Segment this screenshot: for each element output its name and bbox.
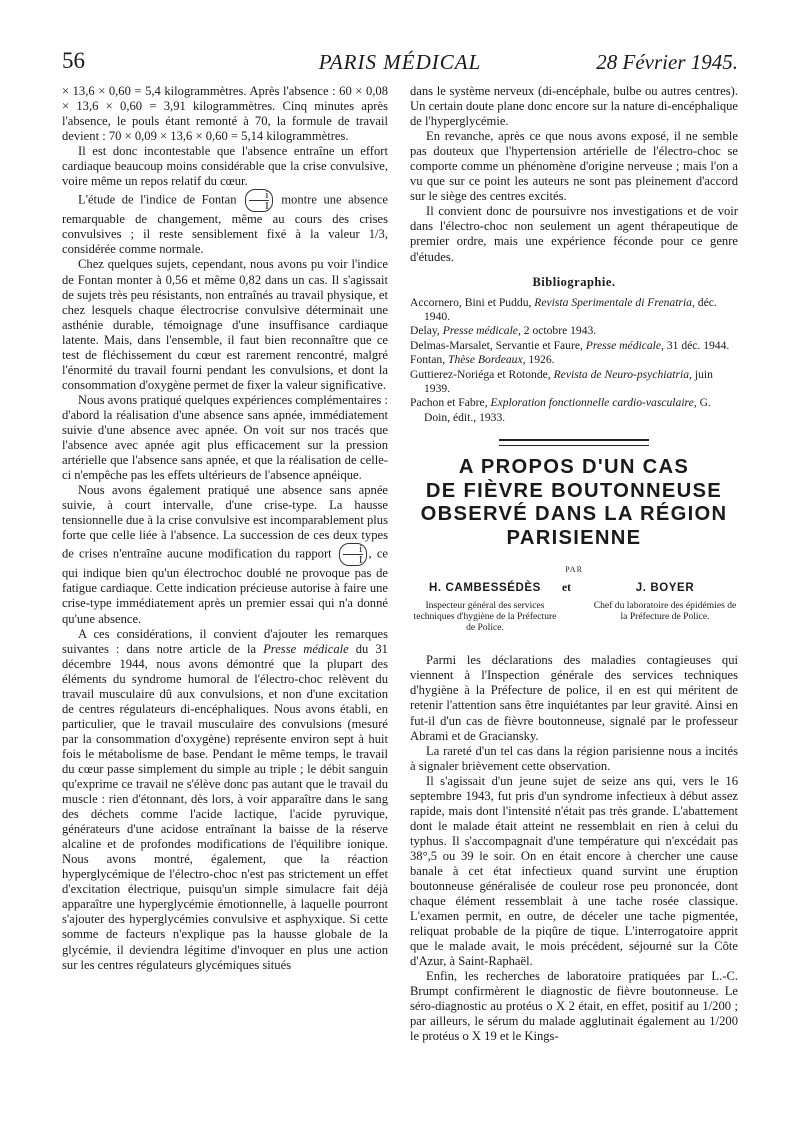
paragraph: Enfin, les recherches de laboratoire pratiquées par L.-C. Brumpt confirmèrent le diagnostic de fièvre boutonneuse. Le séro-diagnostic au protéus o X 2 était, en effet, positif au 1/200 ; par ailleurs, le sérum du malade agglutinait également au 1/200 le protéus o X 19 et le Kings- bbox=[410, 969, 738, 1044]
text-run: L'étude de l'indice de Fontan bbox=[78, 192, 237, 207]
fraction-denominator: I bbox=[358, 554, 363, 567]
bib-authors: Accornero, Bini et Puddu, bbox=[410, 295, 532, 309]
bib-title: Exploration fonctionnelle cardio-vasculaire, bbox=[490, 396, 697, 410]
bibliography-entry bbox=[410, 339, 738, 353]
right-column bbox=[410, 84, 738, 1045]
bib-details: 31 déc. 1944. bbox=[666, 338, 730, 352]
bibliography-entry bbox=[410, 396, 738, 425]
bibliography-entry bbox=[410, 368, 738, 397]
article-title bbox=[410, 456, 738, 550]
author-name: J. BOYER bbox=[635, 582, 695, 595]
journal-name: Presse médicale bbox=[263, 641, 349, 656]
paragraph: Chez quelques sujets, cependant, nous avons pu voir l'indice de Fontan monter à 0,56 et même 0,82 dans un cas. Il s'agissait de sujets très peu résistants, non entraînés au travail physique, et chez lesquels chaque électrocrise convulsive déterminait une asthénie durable, témoignage d'une insuffisance cardiaque latente. Mais, dans l'ensemble, il faut bien reconnaître que ce test de fléchissement du cœur est rarement rencontré, malgré l'énormité du travail fourni pendant les convulsions, et dont la consommation d'oxygène permet de fixer la valeur significative. bbox=[62, 257, 388, 392]
bib-details: déc. 1940. bbox=[424, 295, 717, 324]
bib-authors: Pachon et Fabre, bbox=[410, 396, 488, 410]
bib-title: Thèse Bordeaux, bbox=[448, 353, 526, 367]
bib-authors: Fontan, bbox=[410, 353, 446, 367]
fraction bbox=[339, 543, 367, 566]
paragraph: Il s'agissait d'un jeune sujet de seize ans qui, vers le 16 septembre 1943, fut pris d'un syndrome infectieux à début assez rapide, mais dont l'intensité n'était pas très grande. L'abattement dont le malade était atteint ne ressemblait en rien à celui du typhus. Il s'accompagnait d'une température qui n'excédait pas 38°,5 ou 39 le soir. On en était encore à chercher une cause banale à cet état infectieux quand survint une éruption boutonneuse généralisée de couleur rose peu prononcée, dont chaque élément ressemblait à une tache rosée classique. L'examen permit, en outre, de déceler une tache pigmentée, reliquat probable de la piqûre de tique. L'interrogatoire apprit que le malade avait, le mois précédent, séjourné sur la Côte d'Azur, à Saint-Raphaël. bbox=[410, 773, 738, 969]
section-separator bbox=[499, 439, 649, 446]
title-line: DE FIÈVRE BOUTONNEUSE bbox=[425, 479, 723, 502]
author-affiliation: Inspecteur général des services techniques d'hygiène de la Préfecture de Police. bbox=[413, 600, 557, 634]
title-line: PARISIENNE bbox=[506, 526, 642, 549]
bib-authors: Delmas-Marsalet, Servantie et Faure, bbox=[410, 338, 583, 352]
bib-authors: Guttierez-Noriéga et Rotonde, bbox=[410, 367, 551, 381]
bib-title: Revista Sperimentale di Frenatria, bbox=[534, 295, 695, 309]
bib-details: 1926. bbox=[528, 353, 555, 367]
paragraph: Nous avons pratiqué quelques expériences complémentaires : d'abord la réalisation d'une absence sans apnée, immédiatement suivie d'une absence avec apnée. On voit sur nos tracés que l'absence avec apnée agit plus efficacement sur la pression artérielle que l'absence sans apnée, et que la réalisation de celle-ci n'empêche pas les effets ultérieurs de l'absence apnéique. bbox=[62, 392, 388, 483]
paragraph: Il convient donc de poursuivre nos investigations et de voir dans l'électro-choc non seulement un agent thérapeutique de premier ordre, mais une expérience féconde pour ce genre d'études. bbox=[410, 204, 738, 264]
author-name: H. CAMBESSÉDÈS bbox=[429, 582, 541, 595]
author-2 bbox=[590, 581, 740, 622]
bibliography-title: Bibliographie. bbox=[532, 274, 616, 289]
fraction-numerator: i bbox=[249, 190, 269, 201]
byline-par: PAR bbox=[565, 565, 583, 575]
paragraph: En revanche, après ce que nous avons exposé, il ne semble pas douteux que l'hypertension artérielle de l'électro-choc se comporte comme un phénomène d'origine nerveuse ; mais l'on a vu que sur ce point les auteurs ne sont pas pleinement d'accord sur le siège des centres excités. bbox=[410, 129, 738, 204]
page-number: 56 bbox=[62, 48, 85, 73]
bib-details: G. Doin, édit., 1933. bbox=[424, 396, 711, 424]
author-1 bbox=[410, 581, 560, 633]
issue-date: 28 Février 1945. bbox=[596, 50, 738, 74]
bib-title: Presse médicale, bbox=[585, 338, 664, 352]
bibliography-entry bbox=[410, 353, 738, 367]
article-body bbox=[410, 653, 738, 1044]
bib-authors: Delay, bbox=[410, 324, 440, 338]
bibliography-entry bbox=[410, 296, 738, 325]
bibliography bbox=[410, 296, 738, 426]
paragraph bbox=[62, 189, 388, 257]
bib-title: Presse médicale, bbox=[442, 324, 521, 338]
paragraph: La rareté d'un tel cas dans la région parisienne nous a incités à signaler brièvement cette observation. bbox=[410, 743, 738, 773]
page-header bbox=[62, 48, 738, 82]
bib-details: juin 1939. bbox=[424, 367, 713, 396]
bib-details: 2 octobre 1943. bbox=[523, 324, 597, 338]
paragraph bbox=[62, 483, 388, 626]
left-column bbox=[62, 84, 388, 973]
paragraph bbox=[62, 627, 388, 973]
authors bbox=[410, 581, 738, 643]
text-run: du 31 décembre 1944, nous avons démontré que la plupart des éléments du syndrome humoral de l'électro-choc relèvent du travail musculaire dû aux convulsions, et non d'une excitation de centres régulateurs di-encéphaliques. Nous avons établi, en particulier, que le travail musculaire des convulsions (mesuré par la consommation d'oxygène) représente environ sept à huit fois le métabolisme de base. Pendant le même temps, le travail du cœur passe simplement du simple au triple ; le débit sanguin qu'exprime ce travail ne s'élève donc pas autant que le travail du muscle : rien d'étonnant, dès lors, à voir apparaître dans le sang des déchets comme l'acide lactique, l'acide pyruvique, générateurs d'une acidose entraînant la baisse de la réserve alcaline et de profondes modifications de l'équilibre ionique. Nous avons montré, également, que la réaction hyperglycémique de l'électro-choc n'est pas strictement un effet d'excitation électrique, puisqu'un simple simulacre fait déjà apparaître une hyperglycémie émotionnelle, à laquelle pourront s'ajouter des hyperglycémies convulsive et asphyxique. Si cette somme de facteurs n'explique pas la hausse globale de la glycémie, il deviendra légitime d'invoquer en plus une action sur les centres régulateurs glycémiques situés bbox=[62, 641, 388, 972]
fraction-numerator: i bbox=[343, 544, 363, 555]
paragraph: dans le système nerveux (di-encéphale, bulbe ou autres centres). Un certain doute plane donc encore sur la nature di-encéphalique de l'hyperglycémie. bbox=[410, 84, 738, 129]
author-conjunction: et bbox=[562, 582, 571, 595]
bib-title: Revista de Neuro-psychiatria, bbox=[553, 367, 692, 381]
title-line: A PROPOS D'UN CAS bbox=[458, 456, 690, 479]
running-title: PARIS MÉDICAL bbox=[318, 50, 482, 74]
text-run: , ce qui indique bien qu'un électrochoc doublé ne provoque pas de fatigue cardiaque. Cette indication précieuse autorise à faire une crise-type immédiatement après un premier essai qui n'a donné qu'une absence. bbox=[62, 546, 388, 626]
paragraph: Il est donc incontestable que l'absence entraîne un effort cardiaque beaucoup moins considérable que la crise convulsive, voire même un repos relatif du cœur. bbox=[62, 144, 388, 189]
paragraph: Parmi les déclarations des maladies contagieuses qui viennent à l'Inspection générale des services techniques d'hygiène à la Préfecture de police, il en est qui méritent de retenir l'attention sans être inquiétantes par leur gravité. Ainsi en fut-il d'un cas de fièvre boutonneuse, signalé par le professeur Abrami et de Graciansky. bbox=[410, 653, 738, 743]
text-run: A ces considérations, il convient d'ajouter les remarques suivantes : dans notre article de la bbox=[62, 626, 388, 656]
text-run: Nous avons également pratiqué une absence sans apnée suivie, à court intervalle, d'une crise-type. La hausse tensionnelle due à la crise convulsive est incomparablement plus forte que celle liée à l'absence. La succession de ces deux types de crises n'entraîne aucune modification du rapport bbox=[62, 483, 388, 561]
author-affiliation: Chef du laboratoire des épidémies de la Préfecture de Police. bbox=[593, 600, 737, 623]
paragraph: × 13,6 × 0,60 = 5,4 kilogrammètres. Après l'absence : 60 × 0,08 × 13,6 × 0,60 = 3,91 kilogrammètres. Cinq minutes après l'absence, le pouls étant remonté à 70, la formule de travail devient : 70 × 0,09 × 13,6 × 0,60 = 5,14 kilogrammètres. bbox=[62, 84, 388, 144]
fraction bbox=[245, 189, 273, 212]
fraction-denominator: I bbox=[265, 200, 269, 213]
text-run: montre une absence remarquable de changement, même au cours des crises convulsives ; il reste sensiblement fixé à la valeur 1/3, considérée comme normale. bbox=[62, 192, 388, 257]
bibliography-entry bbox=[410, 324, 738, 338]
title-line: OBSERVÉ DANS LA RÉGION bbox=[420, 503, 728, 526]
